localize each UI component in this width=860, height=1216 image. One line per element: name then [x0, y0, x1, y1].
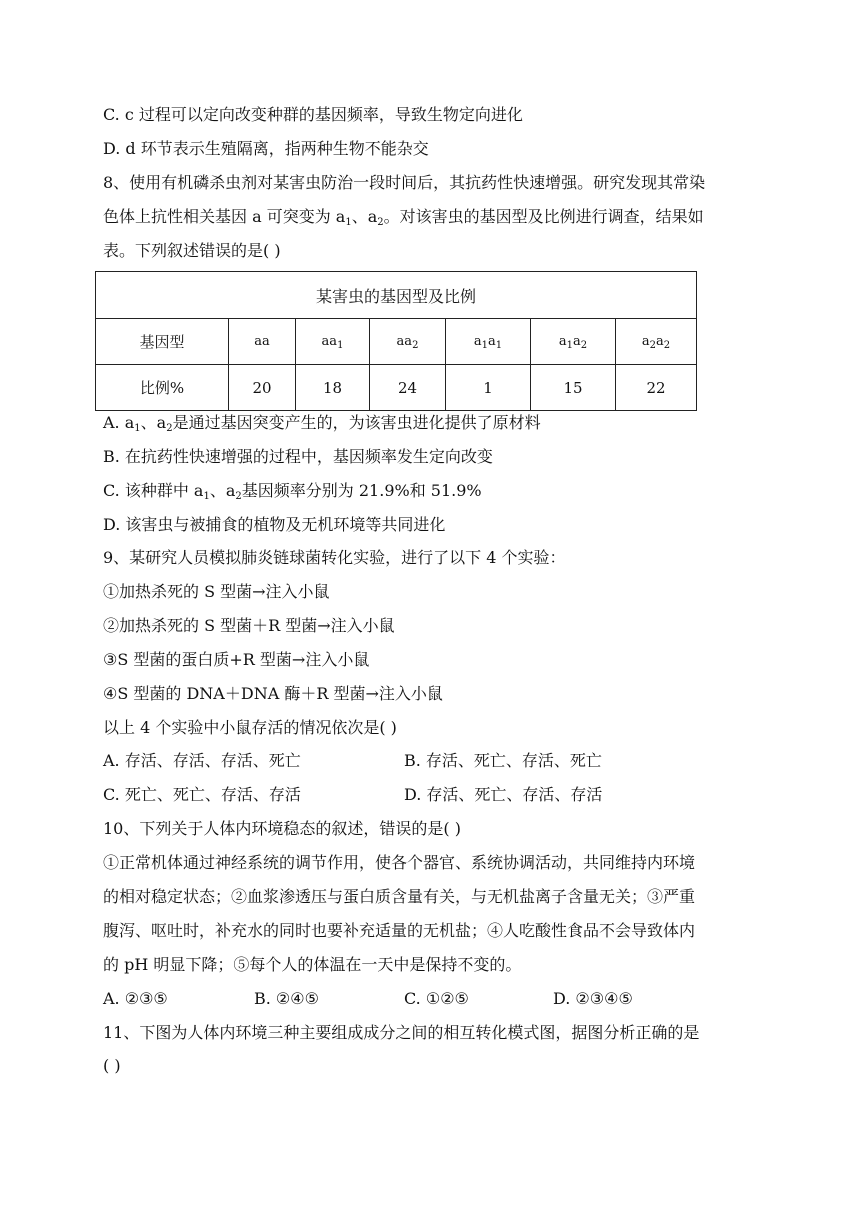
genotype-cell: $aa_2$	[370, 319, 446, 365]
q10-statement-line1: ①正常机体通过神经系统的调节作用，使各个器官、系统协调活动，共同维持内环境	[103, 853, 696, 872]
genotype-cell: $a_1a_1$	[446, 319, 531, 365]
q10-statement-line4: 的 pH 明显下降；⑤每个人的体温在一天中是保持不变的。	[103, 955, 522, 974]
q8-option-a: A. $a_1$、$a_2$是通过基因突变产生的，为该害虫进化提供了原材料	[103, 413, 541, 434]
row-label-genotype: 基因型	[96, 319, 229, 365]
q9-option-d: D. 存活、死亡、存活、存活	[404, 785, 603, 804]
q11-answer-paren: ( )	[103, 1056, 121, 1075]
genotype-cell: $a_1a_2$	[531, 319, 616, 365]
q8-option-b: B. 在抗药性快速增强的过程中，基因频率发生定向改变	[103, 447, 493, 466]
q7-option-c: C. c 过程可以定向改变种群的基因频率，导致生物定向进化	[103, 105, 523, 124]
ratio-cell: 15	[531, 365, 616, 411]
ratio-cell: 1	[446, 365, 531, 411]
ratio-cell: 18	[296, 365, 370, 411]
q9-question: 以上 4 个实验中小鼠存活的情况依次是( )	[103, 718, 397, 737]
genotype-table	[95, 271, 697, 411]
q10-option-c: C. ①②⑤	[404, 989, 469, 1008]
q9-option-b: B. 存活、死亡、存活、死亡	[404, 751, 602, 770]
q8-stem-line2: 色体上抗性相关基因 a 可突变为 $a_1$、$a_2$。对该害虫的基因型及比例进行调查，结果如	[103, 207, 704, 228]
q10-option-a: A. ②③⑤	[103, 989, 168, 1008]
q9-experiment-2: ②加热杀死的 S 型菌＋R 型菌→注入小鼠	[103, 616, 395, 635]
q9-experiment-3: ③S 型菌的蛋白质+R 型菌→注入小鼠	[103, 650, 370, 669]
table-row	[96, 319, 697, 365]
q9-option-a: A. 存活、存活、存活、死亡	[103, 751, 301, 770]
table-title: 某害虫的基因型及比例	[96, 272, 697, 319]
ratio-cell: 24	[370, 365, 446, 411]
q9-experiment-1: ①加热杀死的 S 型菌→注入小鼠	[103, 582, 330, 601]
genotype-cell: aa	[229, 319, 296, 365]
q11-stem: 11、下图为人体内环境三种主要组成成分之间的相互转化模式图，据图分析正确的是	[103, 1023, 700, 1042]
q8-stem-line1: 8、使用有机磷杀虫剂对某害虫防治一段时间后，其抗药性快速增强。研究发现其常染	[103, 173, 706, 192]
ratio-cell: 20	[229, 365, 296, 411]
q8-option-d: D. 该害虫与被捕食的植物及无机环境等共同进化	[103, 515, 446, 534]
genotype-cell: $aa_1$	[296, 319, 370, 365]
genotype-cell: $a_2a_2$	[616, 319, 697, 365]
q10-statement-line3: 腹泻、呕吐时，补充水的同时也要补充适量的无机盐；④人吃酸性食品不会导致体内	[103, 921, 696, 940]
table-row	[96, 365, 697, 411]
ratio-cell: 22	[616, 365, 697, 411]
row-label-ratio: 比例%	[96, 365, 229, 411]
q9-stem: 9、某研究人员模拟肺炎链球菌转化实验，进行了以下 4 个实验：	[103, 548, 566, 567]
q10-option-b: B. ②④⑤	[254, 989, 319, 1008]
q10-statement-line2: 的相对稳定状态；②血浆渗透压与蛋白质含量有关，与无机盐离子含量无关；③严重	[103, 887, 696, 906]
q8-stem-line3: 表。下列叙述错误的是( )	[103, 241, 281, 260]
q10-option-d: D. ②③④⑤	[553, 989, 633, 1008]
q10-stem: 10、下列关于人体内环境稳态的叙述，错误的是( )	[103, 819, 461, 838]
q9-option-c: C. 死亡、死亡、存活、存活	[103, 785, 301, 804]
q8-option-c: C. 该种群中 $a_1$、$a_2$基因频率分别为 21.9%和 51.9%	[103, 481, 482, 502]
q7-option-d: D. d 环节表示生殖隔离，指两种生物不能杂交	[103, 139, 429, 158]
q9-experiment-4: ④S 型菌的 DNA＋DNA 酶＋R 型菌→注入小鼠	[103, 684, 443, 703]
